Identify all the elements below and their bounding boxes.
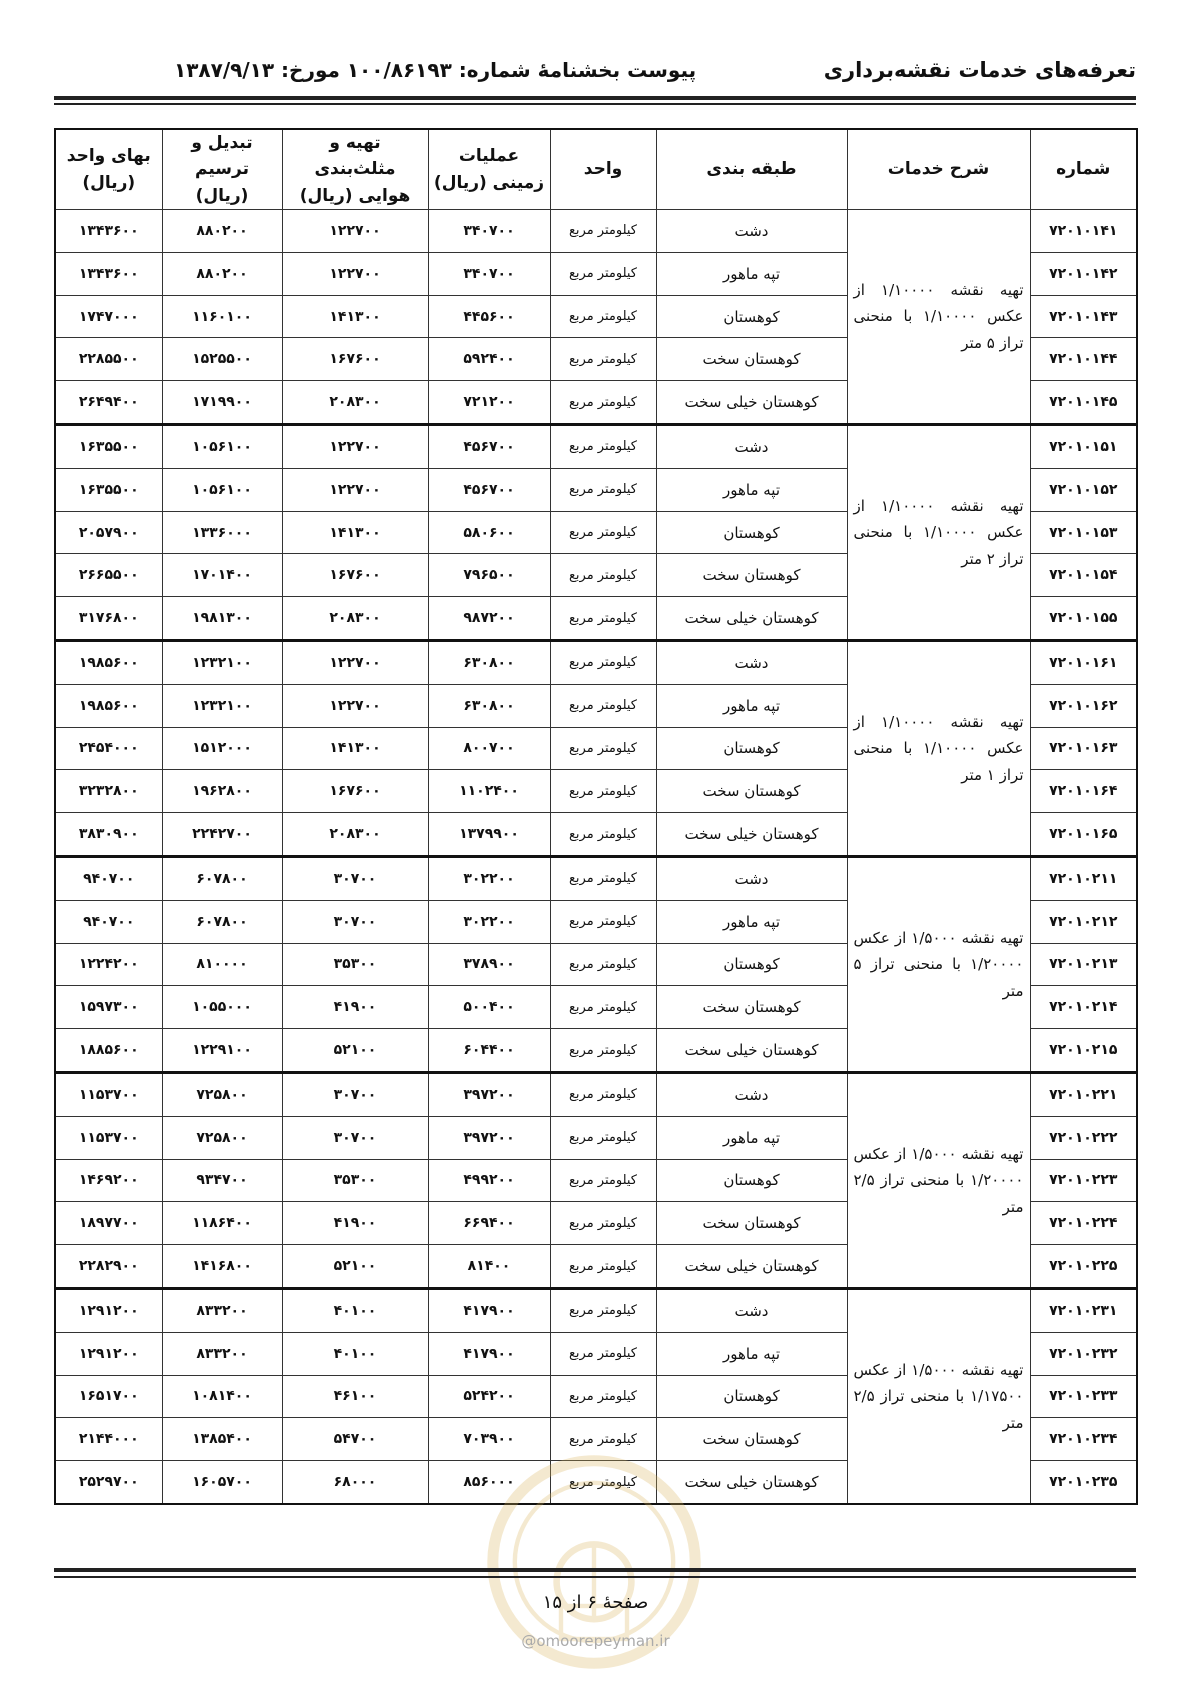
- cell-unit-price: ۲۵۲۹۷۰۰: [55, 1461, 162, 1504]
- cell-number: ۷۲۰۱۰۲۱۵: [1030, 1029, 1137, 1073]
- cell-aerial: ۵۲۱۰۰: [282, 1245, 428, 1289]
- cell-aerial: ۴۰۱۰۰: [282, 1288, 428, 1332]
- cell-unit-price: ۱۳۴۳۶۰۰: [55, 252, 162, 295]
- cell-classification: کوهستان: [656, 1375, 847, 1418]
- cell-unit: کیلومتر مربع: [550, 1418, 656, 1461]
- cell-classification: تپه ماهور: [656, 900, 847, 943]
- col-aerial: تهیه و مثلث‌بندی هوایی (ریال): [282, 129, 428, 210]
- cell-number: ۷۲۰۱۰۱۴۱: [1030, 210, 1137, 253]
- cell-ground-ops: ۵۸۰۶۰۰: [428, 511, 550, 554]
- cell-classification: دشت: [656, 856, 847, 900]
- cell-aerial: ۲۰۸۳۰۰: [282, 381, 428, 425]
- cell-ground-ops: ۳۴۰۷۰۰: [428, 252, 550, 295]
- cell-classification: کوهستان سخت: [656, 1202, 847, 1245]
- cell-unit-price: ۱۹۸۵۶۰۰: [55, 641, 162, 685]
- cell-classification: تپه ماهور: [656, 684, 847, 727]
- cell-aerial: ۱۲۲۷۰۰: [282, 468, 428, 511]
- cell-ground-ops: ۳۰۲۲۰۰: [428, 856, 550, 900]
- cell-classification: کوهستان خیلی سخت: [656, 813, 847, 857]
- cell-number: ۷۲۰۱۰۱۶۲: [1030, 684, 1137, 727]
- cell-aerial: ۴۱۹۰۰: [282, 986, 428, 1029]
- cell-classification: کوهستان سخت: [656, 770, 847, 813]
- cell-unit: کیلومتر مربع: [550, 511, 656, 554]
- cell-conversion: ۱۴۱۶۸۰۰: [162, 1245, 282, 1289]
- cell-conversion: ۷۲۵۸۰۰: [162, 1116, 282, 1159]
- cell-aerial: ۱۲۲۷۰۰: [282, 641, 428, 685]
- cell-number: ۷۲۰۱۰۱۶۱: [1030, 641, 1137, 685]
- cell-conversion: ۱۳۳۶۰۰۰: [162, 511, 282, 554]
- cell-unit: کیلومتر مربع: [550, 1332, 656, 1375]
- cell-ground-ops: ۸۰۰۷۰۰: [428, 727, 550, 770]
- cell-unit: کیلومتر مربع: [550, 813, 656, 857]
- cell-ground-ops: ۳۹۷۲۰۰: [428, 1072, 550, 1116]
- cell-unit: کیلومتر مربع: [550, 597, 656, 641]
- cell-number: ۷۲۰۱۰۲۱۴: [1030, 986, 1137, 1029]
- cell-ground-ops: ۷۲۱۲۰۰: [428, 381, 550, 425]
- cell-aerial: ۱۲۲۷۰۰: [282, 684, 428, 727]
- cell-number: ۷۲۰۱۰۲۱۱: [1030, 856, 1137, 900]
- cell-aerial: ۶۸۰۰۰: [282, 1461, 428, 1504]
- cell-unit: کیلومتر مربع: [550, 856, 656, 900]
- cell-classification: تپه ماهور: [656, 1116, 847, 1159]
- cell-number: ۷۲۰۱۰۲۲۳: [1030, 1159, 1137, 1202]
- cell-classification: کوهستان خیلی سخت: [656, 1461, 847, 1504]
- cell-ground-ops: ۳۰۲۲۰۰: [428, 900, 550, 943]
- header-rule-thick: [54, 96, 1136, 100]
- cell-unit-price: ۱۲۹۱۲۰۰: [55, 1332, 162, 1375]
- cell-conversion: ۱۷۱۹۹۰۰: [162, 381, 282, 425]
- cell-number: ۷۲۰۱۰۲۳۴: [1030, 1418, 1137, 1461]
- col-number: شماره: [1030, 129, 1137, 210]
- cell-unit: کیلومتر مربع: [550, 1072, 656, 1116]
- cell-conversion: ۱۱۸۶۴۰۰: [162, 1202, 282, 1245]
- cell-number: ۷۲۰۱۰۲۳۳: [1030, 1375, 1137, 1418]
- cell-ground-ops: ۷۹۶۵۰۰: [428, 554, 550, 597]
- cell-conversion: ۱۰۸۱۴۰۰: [162, 1375, 282, 1418]
- cell-unit-price: ۹۴۰۷۰۰: [55, 900, 162, 943]
- cell-unit-price: ۲۶۶۵۵۰۰: [55, 554, 162, 597]
- cell-ground-ops: ۹۸۷۲۰۰: [428, 597, 550, 641]
- cell-ground-ops: ۱۱۰۲۴۰۰: [428, 770, 550, 813]
- cell-unit-price: ۱۹۸۵۶۰۰: [55, 684, 162, 727]
- cell-classification: کوهستان سخت: [656, 1418, 847, 1461]
- cell-unit-price: ۱۱۵۳۷۰۰: [55, 1072, 162, 1116]
- cell-conversion: ۸۸۰۲۰۰: [162, 252, 282, 295]
- cell-aerial: ۱۲۲۷۰۰: [282, 252, 428, 295]
- cell-description: تهیه نقشه ۱/۵۰۰۰ از عکس ۱/۲۰۰۰۰ با منحنی تراز ۵ متر: [847, 856, 1030, 1072]
- tariff-table: [54, 128, 1138, 1505]
- cell-unit: کیلومتر مربع: [550, 338, 656, 381]
- cell-ground-ops: ۸۵۶۰۰۰: [428, 1461, 550, 1504]
- circular-reference: پیوست بخشنامهٔ شماره: ۱۰۰/۸۶۱۹۳ مورخ: ۱۳۸۷/۹/۱۳: [174, 58, 697, 82]
- cell-unit: کیلومتر مربع: [550, 210, 656, 253]
- cell-classification: کوهستان خیلی سخت: [656, 1029, 847, 1073]
- cell-aerial: ۱۴۱۳۰۰: [282, 511, 428, 554]
- cell-classification: کوهستان: [656, 943, 847, 986]
- cell-number: ۷۲۰۱۰۱۶۴: [1030, 770, 1137, 813]
- cell-number: ۷۲۰۱۰۲۳۵: [1030, 1461, 1137, 1504]
- cell-aerial: ۱۲۲۷۰۰: [282, 425, 428, 469]
- cell-aerial: ۵۲۱۰۰: [282, 1029, 428, 1073]
- cell-unit: کیلومتر مربع: [550, 468, 656, 511]
- cell-classification: تپه ماهور: [656, 252, 847, 295]
- table-row: [55, 1288, 1137, 1332]
- cell-classification: کوهستان خیلی سخت: [656, 597, 847, 641]
- col-unit-price: بهای واحد (ریال): [55, 129, 162, 210]
- cell-conversion: ۱۲۲۹۱۰۰: [162, 1029, 282, 1073]
- cell-conversion: ۸۳۳۲۰۰: [162, 1288, 282, 1332]
- cell-conversion: ۹۳۴۷۰۰: [162, 1159, 282, 1202]
- cell-number: ۷۲۰۱۰۲۱۳: [1030, 943, 1137, 986]
- cell-unit: کیلومتر مربع: [550, 1461, 656, 1504]
- cell-unit: کیلومتر مربع: [550, 1116, 656, 1159]
- cell-conversion: ۸۱۰۰۰۰: [162, 943, 282, 986]
- cell-unit: کیلومتر مربع: [550, 252, 656, 295]
- cell-aerial: ۱۲۲۷۰۰: [282, 210, 428, 253]
- cell-unit-price: ۱۲۲۴۲۰۰: [55, 943, 162, 986]
- cell-unit-price: ۱۸۸۵۶۰۰: [55, 1029, 162, 1073]
- cell-unit-price: ۱۶۳۵۵۰۰: [55, 425, 162, 469]
- cell-conversion: ۱۹۸۱۳۰۰: [162, 597, 282, 641]
- cell-ground-ops: ۶۰۴۴۰۰: [428, 1029, 550, 1073]
- cell-description: تهیه نقشه ۱/۵۰۰۰ از عکس ۱/۲۰۰۰۰ با منحنی تراز ۲/۵ متر: [847, 1072, 1030, 1288]
- cell-conversion: ۱۳۸۵۴۰۰: [162, 1418, 282, 1461]
- cell-aerial: ۱۶۷۶۰۰: [282, 338, 428, 381]
- cell-conversion: ۷۲۵۸۰۰: [162, 1072, 282, 1116]
- cell-unit-price: ۲۰۵۷۹۰۰: [55, 511, 162, 554]
- cell-classification: تپه ماهور: [656, 1332, 847, 1375]
- cell-aerial: ۳۰۷۰۰: [282, 1116, 428, 1159]
- cell-classification: کوهستان: [656, 727, 847, 770]
- cell-unit-price: ۱۵۹۷۳۰۰: [55, 986, 162, 1029]
- cell-number: ۷۲۰۱۰۱۵۲: [1030, 468, 1137, 511]
- cell-unit: کیلومتر مربع: [550, 900, 656, 943]
- cell-number: ۷۲۰۱۰۱۴۵: [1030, 381, 1137, 425]
- cell-ground-ops: ۵۲۴۲۰۰: [428, 1375, 550, 1418]
- col-ground-ops: عملیات زمینی (ریال): [428, 129, 550, 210]
- cell-classification: دشت: [656, 1288, 847, 1332]
- cell-unit: کیلومتر مربع: [550, 641, 656, 685]
- cell-aerial: ۴۰۱۰۰: [282, 1332, 428, 1375]
- cell-ground-ops: ۴۵۶۷۰۰: [428, 425, 550, 469]
- cell-conversion: ۱۱۶۰۱۰۰: [162, 295, 282, 338]
- cell-aerial: ۱۶۷۶۰۰: [282, 770, 428, 813]
- footer-rule-thick: [54, 1568, 1136, 1572]
- cell-unit-price: ۱۲۹۱۲۰۰: [55, 1288, 162, 1332]
- cell-unit-price: ۱۶۵۱۷۰۰: [55, 1375, 162, 1418]
- cell-number: ۷۲۰۱۰۲۲۲: [1030, 1116, 1137, 1159]
- cell-aerial: ۲۰۸۳۰۰: [282, 813, 428, 857]
- cell-ground-ops: ۴۹۹۲۰۰: [428, 1159, 550, 1202]
- footer-rule-thin: [54, 1576, 1136, 1578]
- table-header-row: [55, 129, 1137, 210]
- cell-aerial: ۳۰۷۰۰: [282, 856, 428, 900]
- cell-unit: کیلومتر مربع: [550, 727, 656, 770]
- cell-aerial: ۱۴۱۳۰۰: [282, 727, 428, 770]
- cell-unit: کیلومتر مربع: [550, 1202, 656, 1245]
- cell-conversion: ۱۵۱۲۰۰۰: [162, 727, 282, 770]
- cell-aerial: ۱۴۱۳۰۰: [282, 295, 428, 338]
- cell-unit: کیلومتر مربع: [550, 1288, 656, 1332]
- cell-conversion: ۲۲۴۲۷۰۰: [162, 813, 282, 857]
- cell-classification: کوهستان: [656, 295, 847, 338]
- cell-conversion: ۱۰۵۵۰۰۰: [162, 986, 282, 1029]
- cell-description: تهیه نقشه ۱/۱۰۰۰۰ از عکس ۱/۱۰۰۰۰ با منحنی تراز ۲ متر: [847, 425, 1030, 641]
- cell-number: ۷۲۰۱۰۱۴۴: [1030, 338, 1137, 381]
- cell-ground-ops: ۳۹۷۲۰۰: [428, 1116, 550, 1159]
- cell-description: تهیه نقشه ۱/۱۰۰۰۰ از عکس ۱/۱۰۰۰۰ با منحنی تراز ۵ متر: [847, 210, 1030, 425]
- cell-conversion: ۶۰۷۸۰۰: [162, 856, 282, 900]
- cell-unit: کیلومتر مربع: [550, 1375, 656, 1418]
- cell-unit-price: ۳۲۳۲۸۰۰: [55, 770, 162, 813]
- document-title: تعرفه‌های خدمات نقشه‌برداری: [823, 58, 1136, 82]
- col-classification: طبقه بندی: [656, 129, 847, 210]
- cell-unit: کیلومتر مربع: [550, 1159, 656, 1202]
- cell-conversion: ۱۰۵۶۱۰۰: [162, 468, 282, 511]
- cell-unit: کیلومتر مربع: [550, 986, 656, 1029]
- cell-classification: دشت: [656, 641, 847, 685]
- cell-conversion: ۱۶۰۵۷۰۰: [162, 1461, 282, 1504]
- table-row: [55, 425, 1137, 469]
- cell-ground-ops: ۴۴۵۶۰۰: [428, 295, 550, 338]
- cell-unit-price: ۱۱۵۳۷۰۰: [55, 1116, 162, 1159]
- cell-classification: کوهستان سخت: [656, 554, 847, 597]
- cell-ground-ops: ۵۰۰۴۰۰: [428, 986, 550, 1029]
- header-rule-thin: [54, 103, 1136, 105]
- cell-unit-price: ۱۷۴۷۰۰۰: [55, 295, 162, 338]
- cell-unit: کیلومتر مربع: [550, 684, 656, 727]
- cell-classification: تپه ماهور: [656, 468, 847, 511]
- cell-aerial: ۲۰۸۳۰۰: [282, 597, 428, 641]
- cell-unit: کیلومتر مربع: [550, 554, 656, 597]
- cell-unit-price: ۱۳۴۳۶۰۰: [55, 210, 162, 253]
- cell-description: تهیه نقشه ۱/۵۰۰۰ از عکس ۱/۱۷۵۰۰ با منحنی تراز ۲/۵ متر: [847, 1288, 1030, 1503]
- cell-ground-ops: ۴۵۶۷۰۰: [428, 468, 550, 511]
- cell-aerial: ۴۱۹۰۰: [282, 1202, 428, 1245]
- cell-conversion: ۱۵۲۵۵۰۰: [162, 338, 282, 381]
- cell-number: ۷۲۰۱۰۱۴۳: [1030, 295, 1137, 338]
- table-row: [55, 1072, 1137, 1116]
- cell-classification: دشت: [656, 425, 847, 469]
- cell-number: ۷۲۰۱۰۱۶۳: [1030, 727, 1137, 770]
- cell-unit-price: ۲۱۴۴۰۰۰: [55, 1418, 162, 1461]
- cell-conversion: ۸۸۰۲۰۰: [162, 210, 282, 253]
- cell-conversion: ۶۰۷۸۰۰: [162, 900, 282, 943]
- cell-ground-ops: ۳۴۰۷۰۰: [428, 210, 550, 253]
- cell-aerial: ۳۰۷۰۰: [282, 900, 428, 943]
- cell-classification: کوهستان: [656, 1159, 847, 1202]
- cell-classification: کوهستان سخت: [656, 986, 847, 1029]
- cell-unit: کیلومتر مربع: [550, 295, 656, 338]
- page-header: [54, 58, 1136, 92]
- cell-unit-price: ۲۲۸۵۵۰۰: [55, 338, 162, 381]
- col-conversion: تبدیل و ترسیم (ریال): [162, 129, 282, 210]
- table-row: [55, 641, 1137, 685]
- cell-unit-price: ۳۱۷۶۸۰۰: [55, 597, 162, 641]
- cell-aerial: ۱۶۷۶۰۰: [282, 554, 428, 597]
- cell-unit: کیلومتر مربع: [550, 943, 656, 986]
- cell-aerial: ۳۵۳۰۰: [282, 1159, 428, 1202]
- cell-number: ۷۲۰۱۰۱۵۵: [1030, 597, 1137, 641]
- cell-unit: کیلومتر مربع: [550, 1029, 656, 1073]
- cell-aerial: ۴۶۱۰۰: [282, 1375, 428, 1418]
- cell-conversion: ۱۲۳۲۱۰۰: [162, 641, 282, 685]
- cell-description: تهیه نقشه ۱/۱۰۰۰۰ از عکس ۱/۱۰۰۰۰ با منحنی تراز ۱ متر: [847, 641, 1030, 857]
- cell-number: ۷۲۰۱۰۲۲۱: [1030, 1072, 1137, 1116]
- cell-unit-price: ۹۴۰۷۰۰: [55, 856, 162, 900]
- cell-ground-ops: ۸۱۴۰۰: [428, 1245, 550, 1289]
- cell-ground-ops: ۴۱۷۹۰۰: [428, 1288, 550, 1332]
- cell-ground-ops: ۶۳۰۸۰۰: [428, 684, 550, 727]
- page-number: صفحهٔ ۶ از ۱۵: [542, 1592, 649, 1613]
- cell-unit-price: ۱۶۳۵۵۰۰: [55, 468, 162, 511]
- cell-conversion: ۱۲۳۲۱۰۰: [162, 684, 282, 727]
- cell-conversion: ۱۷۰۱۴۰۰: [162, 554, 282, 597]
- cell-classification: کوهستان: [656, 511, 847, 554]
- cell-unit-price: ۲۶۴۹۴۰۰: [55, 381, 162, 425]
- cell-conversion: ۸۳۳۲۰۰: [162, 1332, 282, 1375]
- cell-unit-price: ۱۸۹۷۷۰۰: [55, 1202, 162, 1245]
- cell-aerial: ۳۰۷۰۰: [282, 1072, 428, 1116]
- table-row: [55, 856, 1137, 900]
- cell-unit: کیلومتر مربع: [550, 1245, 656, 1289]
- cell-ground-ops: ۵۹۲۴۰۰: [428, 338, 550, 381]
- cell-ground-ops: ۴۱۷۹۰۰: [428, 1332, 550, 1375]
- cell-classification: کوهستان خیلی سخت: [656, 381, 847, 425]
- cell-unit: کیلومتر مربع: [550, 381, 656, 425]
- cell-aerial: ۵۴۷۰۰: [282, 1418, 428, 1461]
- cell-number: ۷۲۰۱۰۲۲۴: [1030, 1202, 1137, 1245]
- cell-number: ۷۲۰۱۰۲۳۲: [1030, 1332, 1137, 1375]
- cell-number: ۷۲۰۱۰۱۵۱: [1030, 425, 1137, 469]
- cell-classification: دشت: [656, 210, 847, 253]
- cell-ground-ops: ۶۳۰۸۰۰: [428, 641, 550, 685]
- cell-number: ۷۲۰۱۰۱۶۵: [1030, 813, 1137, 857]
- table-row: [55, 210, 1137, 253]
- cell-unit-price: ۱۴۶۹۲۰۰: [55, 1159, 162, 1202]
- cell-unit-price: ۲۴۵۴۰۰۰: [55, 727, 162, 770]
- site-watermark: @omoorepeyman.ir: [521, 1632, 670, 1650]
- cell-ground-ops: ۱۳۷۹۹۰۰: [428, 813, 550, 857]
- cell-number: ۷۲۰۱۰۱۴۲: [1030, 252, 1137, 295]
- cell-unit-price: ۳۸۳۰۹۰۰: [55, 813, 162, 857]
- col-description: شرح خدمات: [847, 129, 1030, 210]
- cell-ground-ops: ۶۶۹۴۰۰: [428, 1202, 550, 1245]
- cell-number: ۷۲۰۱۰۱۵۴: [1030, 554, 1137, 597]
- cell-classification: کوهستان خیلی سخت: [656, 1245, 847, 1289]
- cell-number: ۷۲۰۱۰۲۲۵: [1030, 1245, 1137, 1289]
- cell-unit: کیلومتر مربع: [550, 770, 656, 813]
- cell-unit-price: ۲۲۸۲۹۰۰: [55, 1245, 162, 1289]
- col-unit: واحد: [550, 129, 656, 210]
- cell-ground-ops: ۳۷۸۹۰۰: [428, 943, 550, 986]
- cell-classification: کوهستان سخت: [656, 338, 847, 381]
- cell-conversion: ۱۰۵۶۱۰۰: [162, 425, 282, 469]
- cell-number: ۷۲۰۱۰۲۱۲: [1030, 900, 1137, 943]
- cell-classification: دشت: [656, 1072, 847, 1116]
- cell-number: ۷۲۰۱۰۲۳۱: [1030, 1288, 1137, 1332]
- cell-ground-ops: ۷۰۳۹۰۰: [428, 1418, 550, 1461]
- cell-conversion: ۱۹۶۲۸۰۰: [162, 770, 282, 813]
- cell-number: ۷۲۰۱۰۱۵۳: [1030, 511, 1137, 554]
- cell-unit: کیلومتر مربع: [550, 425, 656, 469]
- cell-aerial: ۳۵۳۰۰: [282, 943, 428, 986]
